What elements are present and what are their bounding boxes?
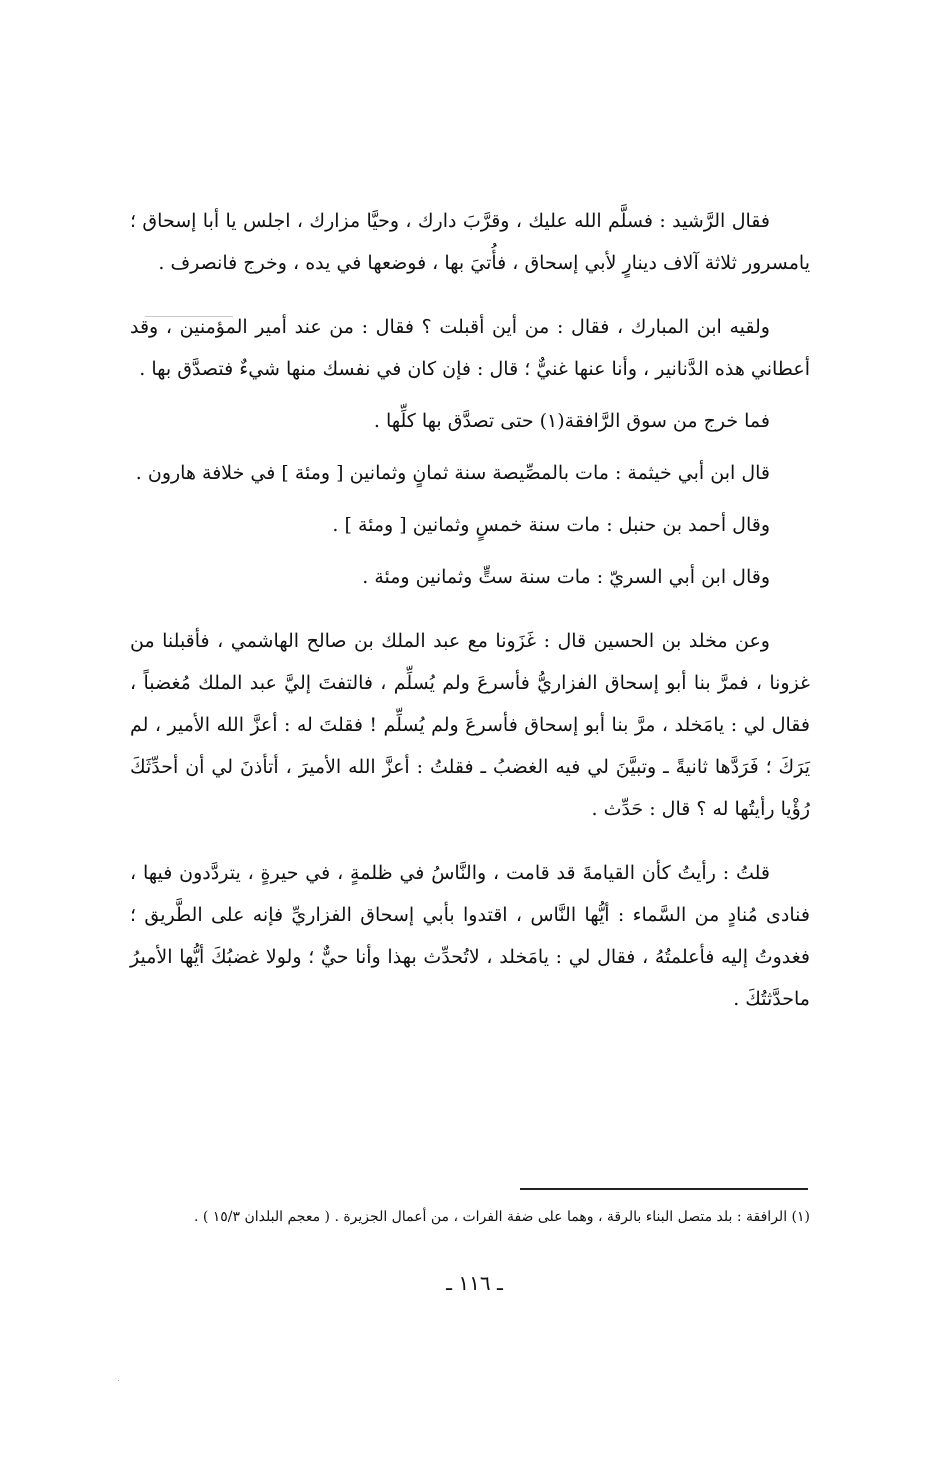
scan-speck bbox=[118, 1380, 119, 1381]
paragraph-ibn-abi-khaythama: قال ابن أبي خيثمة : مات بالمصِّيصة سنة ثمانٍ وثمانين [ ومئة ] في خلافة هارون . bbox=[135, 462, 770, 484]
footnote-separator bbox=[520, 1188, 808, 1190]
paragraph-dream: قلتُ : رأيتُ كأن القيامةَ قد قامت ، والنَّاسُ في ظلمةٍ ، في حيرةٍ ، يتردَّدون فيها ، فنادى مُنادٍ من السَّماء : أيُّها النَّاس ، اقتدوا بأبي إسحاق الفزاريِّ فإنه على الطَّريق ؛ فغدوتُ إليه فأعلمتُهُ ، فقال لي : يامَخلد ، لاتُحدِّث بهذا وأنا حيٌّ ؛ ولولا غضبُكَ أيُّها الأميرُ ماحدَّثتُكَ . bbox=[130, 862, 810, 1010]
main-text bbox=[130, 200, 810, 1020]
footnote: (١) الرافقة : بلد متصل البناء بالرقة ، وهما على ضفة الفرات ، من أعمال الجزيرة . ( معجم البلدان ١٥/٣ ) . bbox=[193, 1209, 810, 1225]
paragraph-makhlad: وعن مخلد بن الحسين قال : غَزَونا مع عبد الملك بن صالح الهاشمي ، فأقبلنا من غزونا ، فمرَّ بنا أبو إسحاق الفزاريُّ فأسرعَ ولم يُسلِّم ، فالتفتَ إليَّ عبد الملك مُغضباً ، فقال لي : يامَخلد ، مرَّ بنا أبو إسحاق فأسرعَ ولم يُسلِّم ! فقلتَ له : أعزَّ الله الأمير ، لم يَرَكَ ؛ فَرَدَّها ثانيةً ـ وتبيَّنَ لي فيه الغضبُ ـ فقلتُ : أعزَّ الله الأميرَ ، أتأذنَ لي أن أحدِّثَكَ رُؤْيا رأيتُها له ؟ قال : حَدِّث . bbox=[130, 630, 810, 820]
page-number: ـ ١١٦ ـ bbox=[446, 1271, 503, 1295]
faint-mark-line bbox=[145, 316, 233, 317]
paragraph-ahmad-ibn-hanbal: وقال أحمد بن حنبل : مات سنة خمسٍ وثمانين [ ومئة ] . bbox=[332, 514, 770, 536]
paragraph-ibn-mubarak: ولقيه ابن المبارك ، فقال : من أين أقبلت ؟ فقال : من عند أمير المؤمنين ، وقد أعطاني هذه الدَّنانير ، وأنا عنها غنيٌّ ؛ قال : فإن كان في نفسك منها شيءٌ فتصدَّق بها . bbox=[130, 316, 810, 380]
paragraph-ibn-abi-sarri: وقال ابن أبي السريّ : مات سنة ستٍّ وثمانين ومئة . bbox=[362, 566, 770, 588]
paragraph-rashid: فقال الرَّشيد : فسلَّم الله عليك ، وقرَّبَ دارك ، وحيَّا مزارك ، اجلس يا أبا إسحاق ؛ يامسرور ثلاثة آلاف دينارٍ لأبي إسحاق ، فأُتيَ بها ، فوضعها في يده ، وخرج فانصرف . bbox=[130, 210, 810, 274]
paragraph-rafiqa: فما خرج من سوق الرَّافقة(١) حتى تصدَّق بها كلِّها . bbox=[373, 410, 770, 432]
